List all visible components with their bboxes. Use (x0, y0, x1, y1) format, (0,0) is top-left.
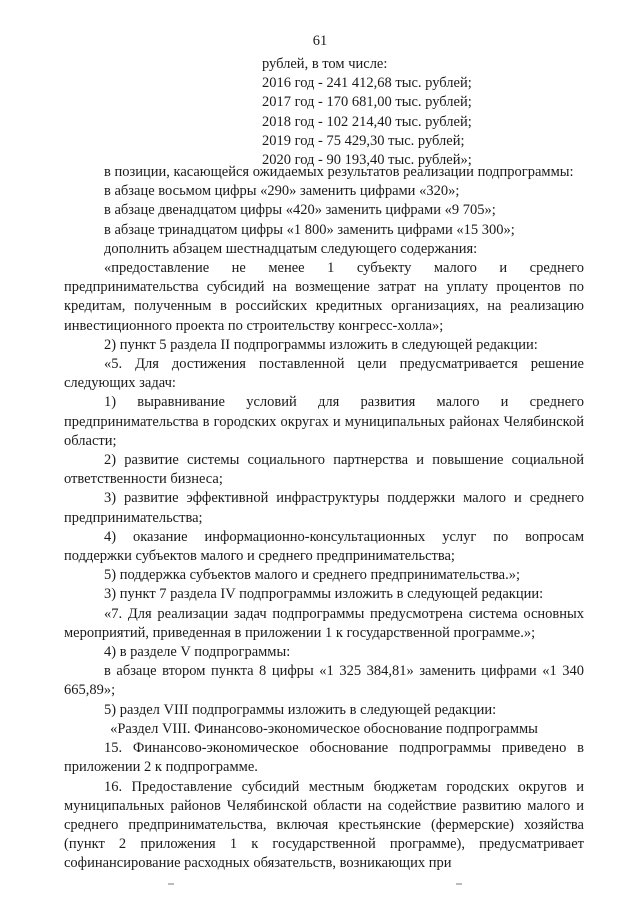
amount-line-2020: 2020 год - 90 193,40 тыс. рублей»; (262, 152, 472, 169)
paragraph: «предоставление не менее 1 субъекту малого и среднего предпринимательства субсидий на возмещение затрат на уплату процентов по кредитам, полученным в российских кредитных организациях, на реализацию инвестиционного проекта по строительству конгресс-холла»; (64, 260, 584, 334)
paragraph: 4) оказание информационно-консультационных услуг по вопросам поддержки субъектов малого и среднего предпринимательства; (64, 528, 584, 565)
paragraph: в позиции, касающейся ожидаемых результатов реализации подпрограммы: (104, 164, 574, 180)
paragraph: 2) пункт 5 раздела II подпрограммы изложить в следующей редакции: (104, 336, 538, 353)
paragraph: 1) выравнивание условий для развития малого и среднего предпринимательства в городских округах и муниципальных районах Челябинской области; (64, 394, 584, 449)
scan-mark (456, 883, 462, 885)
amounts-intro-line: рублей, в том числе: (262, 56, 388, 72)
paragraph: 5) поддержка субъектов малого и среднего предпринимательства.»; (104, 567, 520, 584)
paragraph: 16. Предоставление субсидий местным бюджетам городских округов и муниципальных районов Челябинской области на содействие развитию малого и среднего предпринимательства, включая крестьянские (фермерские) хозяйства (пункт 2 приложения 1 к государственной программе), предусматривает софинансирование расходных обязательств, возникающих при (64, 778, 584, 872)
paragraph: в абзаце двенадцатом цифры «420» заменить цифрами «9 705»; (104, 202, 496, 219)
paragraph: в абзаце восьмом цифры «290» заменить цифрами «320»; (104, 183, 460, 200)
document-body (64, 163, 584, 874)
scan-artifact-marks (0, 883, 640, 889)
paragraph: в абзаце тринадцатом цифры «1 800» заменить цифрами «15 300»; (104, 221, 515, 238)
amount-line-2017: 2017 год - 170 681,00 тыс. рублей; (262, 94, 472, 111)
paragraph: в абзаце втором пункта 8 цифры «1 325 384,81» заменить цифрами «1 340 665,89»; (64, 663, 584, 699)
section-heading: «Раздел VIII. Финансово-экономическое обоснование подпрограммы (110, 720, 538, 737)
paragraph: 5) раздел VIII подпрограммы изложить в следующей редакции: (104, 701, 497, 718)
paragraph: 2) развитие системы социального партнерства и повышение социальной ответственности бизнеса; (64, 452, 584, 488)
paragraph: 15. Финансово-экономическое обоснование подпрограммы приведено в приложении 2 к подпрограмме. (64, 740, 584, 776)
paragraph: дополнить абзацем шестнадцатым следующего содержания: (104, 240, 478, 257)
scan-mark (168, 883, 174, 885)
amount-line-2018: 2018 год - 102 214,40 тыс. рублей; (262, 113, 472, 130)
amount-line-2019: 2019 год - 75 429,30 тыс. рублей; (262, 132, 465, 149)
amount-line-2016: 2016 год - 241 412,68 тыс. рублей; (262, 75, 472, 92)
funding-amounts-block (262, 55, 472, 170)
paragraph: «5. Для достижения поставленной цели предусматривается решение следующих задач: (64, 356, 584, 392)
paragraph: 4) в разделе V подпрограммы: (104, 644, 291, 661)
paragraph: 3) развитие эффективной инфраструктуры поддержки малого и среднего предпринимательства; (64, 490, 584, 526)
page-number: 61 (312, 33, 328, 49)
paragraph: «7. Для реализации задач подпрограммы предусмотрена система основных мероприятий, приведенная в приложении 1 к государственной программе.»; (64, 605, 584, 641)
paragraph: 3) пункт 7 раздела IV подпрограммы изложить в следующей редакции: (104, 586, 544, 603)
